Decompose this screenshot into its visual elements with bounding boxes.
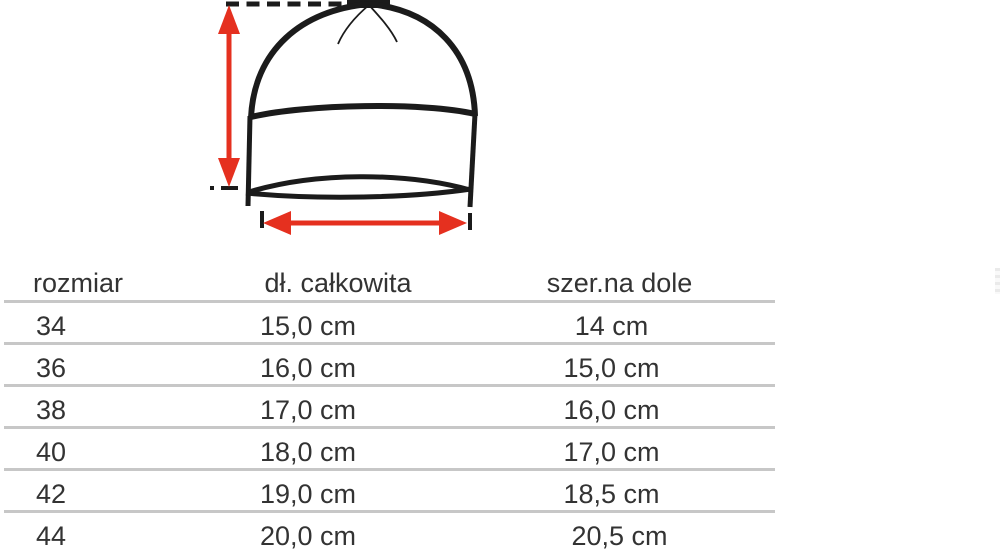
bottom-width-cell: 20,5 cm bbox=[476, 512, 775, 552]
hat-hem-lower-curve bbox=[246, 189, 471, 197]
hat-hem-upper-curve bbox=[249, 177, 470, 192]
bottom-width-cell: 18,5 cm bbox=[476, 470, 775, 512]
table-row bbox=[4, 428, 775, 470]
width-arrow-head-left-icon bbox=[263, 211, 291, 235]
hat-right-side bbox=[470, 114, 475, 207]
total-length-cell: 19,0 cm bbox=[140, 470, 476, 512]
total-length-cell: 17,0 cm bbox=[140, 386, 476, 428]
size-cell: 36 bbox=[4, 344, 140, 386]
size-table-body bbox=[4, 302, 775, 552]
bottom-width-cell: 16,0 cm bbox=[476, 386, 775, 428]
total-length-cell: 15,0 cm bbox=[140, 302, 476, 344]
hat-band-line bbox=[251, 106, 475, 117]
bottom-width-cell: 15,0 cm bbox=[476, 344, 775, 386]
size-cell: 42 bbox=[4, 470, 140, 512]
total-length-cell: 20,0 cm bbox=[140, 512, 476, 552]
hat-crown-outline bbox=[251, 4, 475, 118]
header-dl-calkowita: dł. całkowita bbox=[140, 259, 476, 302]
size-cell: 44 bbox=[4, 512, 140, 552]
bottom-width-cell: 14 cm bbox=[476, 302, 775, 344]
table-row bbox=[4, 386, 775, 428]
bottom-width-cell: 17,0 cm bbox=[476, 428, 775, 470]
size-cell: 40 bbox=[4, 428, 140, 470]
size-cell: 38 bbox=[4, 386, 140, 428]
table-row bbox=[4, 470, 775, 512]
header-szer-na-dole: szer.na dole bbox=[476, 259, 775, 302]
cropped-edge-artifact bbox=[995, 268, 1000, 294]
total-length-cell: 18,0 cm bbox=[140, 428, 476, 470]
header-rozmiar: rozmiar bbox=[4, 259, 140, 302]
size-table-header-row bbox=[4, 259, 775, 302]
width-arrow-head-right-icon bbox=[439, 211, 467, 235]
size-cell: 34 bbox=[4, 302, 140, 344]
size-table-section bbox=[4, 259, 775, 552]
hat-measurement-diagram bbox=[0, 0, 520, 250]
height-arrow-head-down-icon bbox=[218, 158, 240, 187]
height-arrow-head-up-icon bbox=[218, 5, 240, 34]
table-row bbox=[4, 302, 775, 344]
table-row bbox=[4, 512, 775, 552]
table-row bbox=[4, 344, 775, 386]
size-table bbox=[4, 259, 775, 552]
total-length-cell: 16,0 cm bbox=[140, 344, 476, 386]
